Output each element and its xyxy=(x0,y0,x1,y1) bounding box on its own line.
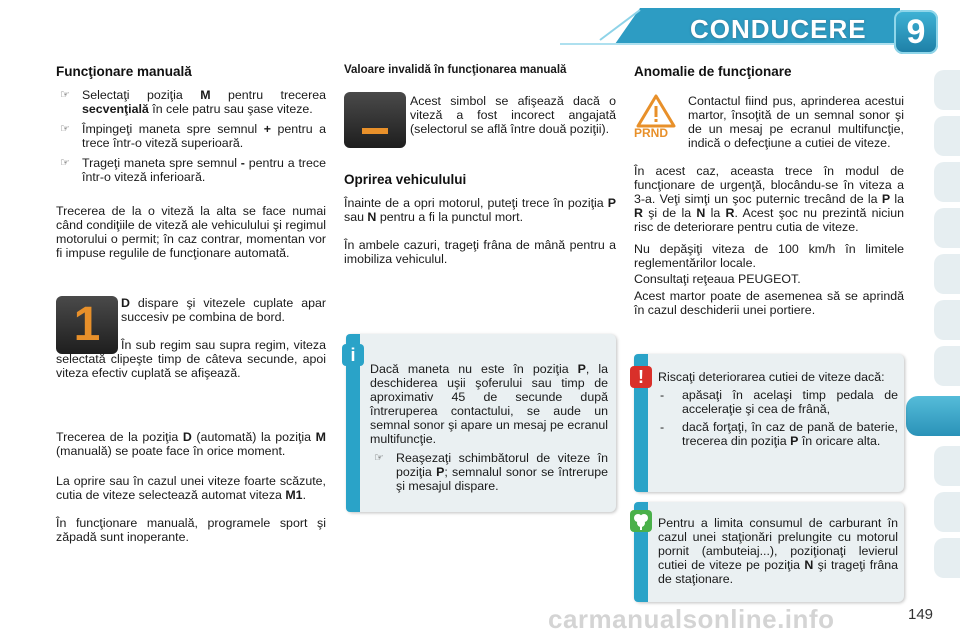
eco-leaf-icon xyxy=(630,510,652,532)
info-text: Dacă maneta nu este în poziţia P, la deschiderea uşii şoferului sau timp de aproximativ 45 de secunde după întreruperea contactului, se aude un semnal sonor şi apare un mesaj pe ecranul multifuncţie. xyxy=(370,362,608,446)
side-tab[interactable] xyxy=(934,346,960,386)
anomaly-text: Contactul fiind pus, aprinderea acestui martor, însoţită de un semnal sonor şi de un mesaj pe ecranul multifuncţie, indică o defecţiune a cutiei de viteze. xyxy=(688,94,904,150)
info-icon: i xyxy=(342,344,364,366)
door-open-text: Acest martor poate de asemenea să se aprindă în cazul deschiderii unei portiere. xyxy=(634,289,904,317)
stop-text: Înainte de a opri motorul, puteţi trece în poziţia P sau N pentru a fi la punctul mort. xyxy=(344,196,616,224)
eco-text: Pentru a limita consumul de carburant în cazul unei staţionări prelungite cu motorul pornit (ambuteiaj...), poziţionaţi levierul cutiei de viteze pe poziţia N şi trageţi frâna de staţionare. xyxy=(658,516,898,586)
page-number: 149 xyxy=(908,606,934,623)
side-tab[interactable] xyxy=(934,162,960,202)
hand-pointer-icon: ☞ xyxy=(60,157,70,169)
info-box-content xyxy=(370,362,608,493)
side-tab[interactable] xyxy=(934,492,960,532)
speed-limit-text: Nu depăşiţi viteza de 100 km/h în limitele reglementărilor locale. xyxy=(634,242,904,270)
dash-icon: - xyxy=(660,388,665,402)
warning-box-content xyxy=(658,370,898,448)
d-disappears-text: D dispare şi vitezele cuplate apar succesiv pe combina de bord. xyxy=(121,296,326,324)
bullet-item: ☞ Împingeţi maneta spre semnul + pentru a trece într-o viteză superioară. xyxy=(60,122,326,150)
sub-regime-text: În sub regim sau supra regim, viteza selectată clipeşte timp de câteva secunde, apoi viteza efectiv cuplată se afişează. xyxy=(56,338,326,380)
manual-paragraph: Trecerea de la o viteză la alta se face numai când condiţiile de viteză ale vehiculului şi regimul motorului o permit; în caz contrar, momentan vor fi impuse regulile de funcţionare automată. xyxy=(56,204,326,260)
side-tab[interactable] xyxy=(934,254,960,294)
warning-item: - apăsaţi în acelaşi timp pedala de acceleraţie şi cea de frână, xyxy=(660,388,898,416)
side-tab[interactable] xyxy=(934,538,960,578)
bullet-item: ☞ Selectaţi poziţia M pentru trecerea secvenţială în cele patru sau şase viteze. xyxy=(60,88,326,116)
watermark: carmanualsonline.info xyxy=(548,604,835,634)
gear-display-icon: 1 xyxy=(56,296,118,354)
hand-pointer-icon: ☞ xyxy=(374,452,384,464)
side-tab[interactable] xyxy=(934,446,960,486)
invalid-value-text: Acest simbol se afişează dacă o viteză a fost incorect angajată (selectorul se află între două poziţii). xyxy=(410,94,616,136)
stop-m1-text: La oprire sau în cazul unei viteze foarte scăzute, cutia de viteze selectează automat viteza M1. xyxy=(56,474,326,502)
warning-item: - dacă forţaţi, în caz de pană de baterie, trecerea din poziţia P în oricare alta. xyxy=(660,420,898,448)
dash-icon: - xyxy=(660,420,665,434)
chapter-number-badge: 9 xyxy=(894,10,938,54)
consult-text: Consultaţi reţeaua PEUGEOT. xyxy=(634,272,801,286)
info-bullet: ☞ Reaşezaţi schimbătorul de viteze în poziţia P; semnalul sonor se întrerupe şi mesajul dispare. xyxy=(374,451,608,493)
side-tab-active[interactable] xyxy=(906,396,960,436)
side-tab[interactable] xyxy=(934,300,960,340)
page-title: CONDUCERE xyxy=(690,14,867,44)
hand-pointer-icon: ☞ xyxy=(60,89,70,101)
gearbox-warning-label: PRND xyxy=(634,126,669,140)
warning-title: Riscaţi deteriorarea cutiei de viteze dacă: xyxy=(658,370,885,384)
d-to-m-text: Trecerea de la poziţia D (automată) la poziţia M (manuală) se poate face în orice moment. xyxy=(56,430,326,458)
manual-bullets xyxy=(56,88,326,184)
handbrake-text: În ambele cazuri, trageţi frâna de mână pentru a imobiliza vehiculul. xyxy=(344,238,616,266)
invalid-gear-icon xyxy=(344,92,406,148)
section-title-anomaly: Anomalie de funcţionare xyxy=(634,64,792,79)
sport-snow-text: În funcţionare manuală, programele sport şi zăpadă sunt inoperante. xyxy=(56,516,326,544)
emergency-mode-text: În acest caz, aceasta trece în modul de funcţionare de urgenţă, blocându-se în viteza a 3-a. Veţi simţi un şoc puternic trecând de la P la R şi de la N la R. Acest şoc nu prezintă niciun risc de deteriorare pentru cutia de viteze. xyxy=(634,164,904,234)
section-title-stop: Oprirea vehiculului xyxy=(344,172,467,187)
section-title-manual: Funcţionare manuală xyxy=(56,64,192,79)
side-tab[interactable] xyxy=(934,208,960,248)
hand-pointer-icon: ☞ xyxy=(60,123,70,135)
side-tab[interactable] xyxy=(934,70,960,110)
side-tab[interactable] xyxy=(934,116,960,156)
exclamation-icon: ! xyxy=(630,366,652,388)
bullet-item: ☞ Trageţi maneta spre semnul - pentru a trece într-o viteză inferioară. xyxy=(60,156,326,184)
invalid-value-title: Valoare invalidă în funcţionarea manuală xyxy=(344,64,567,76)
